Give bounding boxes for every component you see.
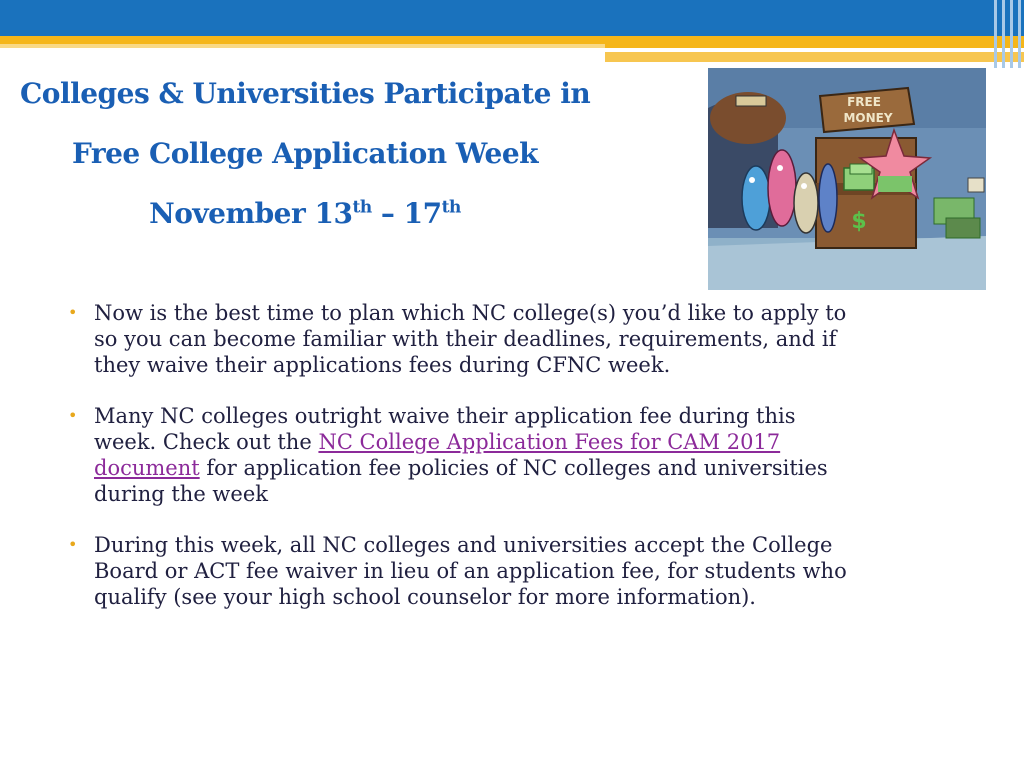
- bullet-list: [60, 300, 850, 635]
- bullet-icon: •: [68, 535, 78, 554]
- title-date-end: – 17: [371, 197, 442, 230]
- header-stripes: [990, 0, 1024, 68]
- title-line-1: Colleges & Universities Participate in: [20, 77, 591, 110]
- title-sup-1: th: [352, 197, 372, 218]
- svg-text:FREE: FREE: [847, 95, 881, 109]
- title-line-2: Free College Application Week: [71, 137, 539, 170]
- bullet-text-pre: Many NC colleges outright waive their application fee during this week. Check out the: [94, 404, 796, 454]
- bullet-text: Now is the best time to plan which NC college(s) you’d like to apply to so you can become familiar with their deadlines, requirements, and if they waive their applications fees during CFNC week.: [94, 301, 847, 377]
- svg-text:MONEY: MONEY: [843, 111, 893, 125]
- header-bar-blue: [0, 0, 1024, 36]
- cam-fees-document-link[interactable]: NC College Application Fees for CAM 2017 document: [94, 430, 781, 480]
- title-date-start: November 13: [149, 197, 353, 230]
- title-line-3: [20, 184, 590, 244]
- header-bar-light-gold: [0, 44, 605, 48]
- bullet-item: [60, 403, 850, 507]
- bullet-icon: •: [68, 406, 78, 425]
- svg-text:$: $: [851, 209, 867, 234]
- title-sup-2: th: [441, 197, 461, 218]
- bullet-text-post: for application fee policies of NC colleges and universities during the week: [94, 456, 828, 506]
- header-bar-gold-secondary: [605, 52, 1024, 62]
- bullet-item: [60, 300, 850, 378]
- slide-title: [20, 64, 590, 244]
- bullet-item: [60, 532, 850, 610]
- bullet-text: During this week, all NC colleges and universities accept the College Board or ACT fee waiver in lieu of an application fee, for students who qualify (see your high school counselor for more information).: [94, 533, 847, 609]
- cartoon-free-money-image: [708, 68, 986, 290]
- bullet-icon: •: [68, 303, 78, 322]
